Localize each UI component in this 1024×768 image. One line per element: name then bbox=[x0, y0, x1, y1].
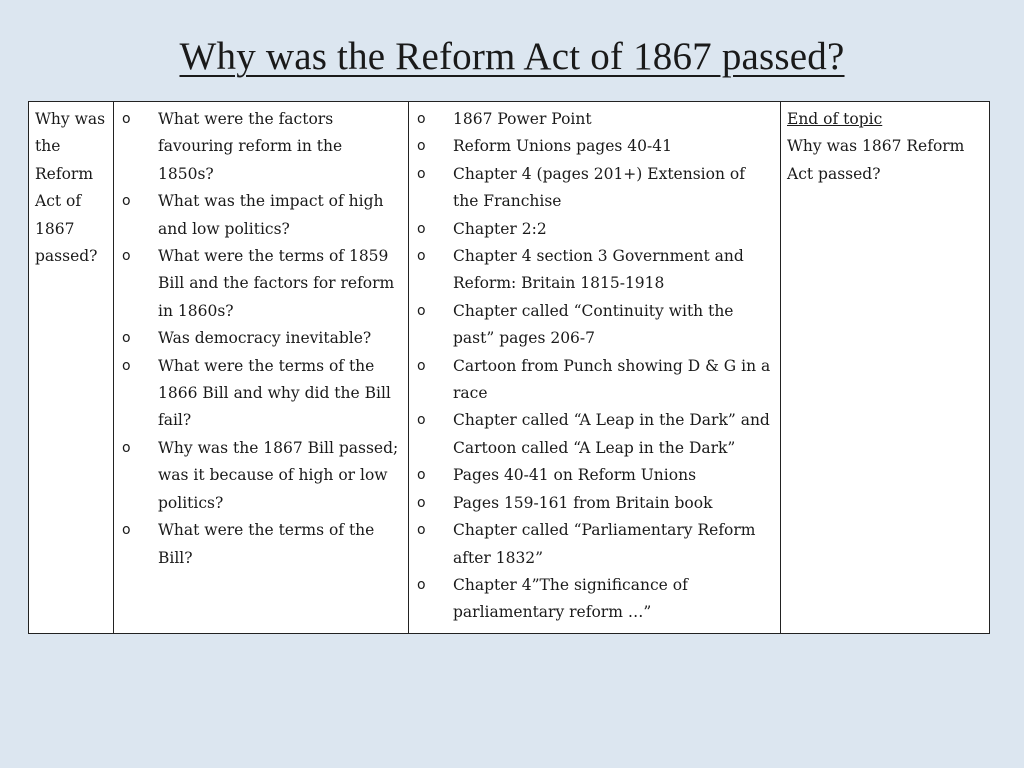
topic-cell bbox=[29, 102, 114, 634]
bullet-icon: o bbox=[122, 248, 131, 265]
resource-item bbox=[415, 572, 774, 627]
resource-item bbox=[415, 353, 774, 408]
resource-item bbox=[415, 490, 774, 517]
bullet-icon: o bbox=[417, 412, 426, 429]
question-item-text: What were the terms of the Bill? bbox=[158, 521, 375, 567]
bullet-icon: o bbox=[122, 357, 131, 374]
resource-item-text: 1867 Power Point bbox=[453, 110, 592, 128]
bullet-icon: o bbox=[122, 330, 131, 347]
resource-item-text: Chapter called “Parliamentary Reform after 1832” bbox=[453, 521, 756, 567]
question-item bbox=[120, 353, 402, 435]
resource-item-text: Chapter 4 (pages 201+) Extension of the Franchise bbox=[453, 164, 745, 211]
bullet-icon: o bbox=[417, 165, 426, 182]
slide-title: Why was the Reform Act of 1867 passed? bbox=[179, 35, 845, 78]
bullet-icon: o bbox=[122, 111, 131, 127]
resource-item-text: Chapter 4 section 3 Government and Reform: Britain 1815-1918 bbox=[453, 247, 744, 293]
resource-item-text: Cartoon from Punch showing D & G in a race bbox=[453, 356, 771, 403]
resource-item-text: Chapter called “Continuity with the past” pages 206-7 bbox=[453, 301, 734, 348]
questions-list bbox=[120, 106, 402, 572]
question-item bbox=[120, 517, 402, 572]
resource-item bbox=[415, 407, 774, 462]
bullet-icon: o bbox=[417, 302, 426, 319]
question-item-text: What were the terms of the 1866 Bill and why did the Bill fail? bbox=[158, 356, 391, 430]
bullet-icon: o bbox=[417, 522, 426, 539]
question-item bbox=[120, 435, 402, 517]
question-item bbox=[120, 243, 402, 325]
resources-list bbox=[415, 106, 774, 627]
question-item bbox=[120, 106, 402, 188]
resource-item bbox=[415, 216, 774, 243]
bullet-icon: o bbox=[122, 522, 131, 539]
bullet-icon: o bbox=[417, 248, 426, 265]
resource-item bbox=[415, 517, 774, 572]
resource-item bbox=[415, 298, 774, 353]
end-of-topic-cell bbox=[781, 102, 990, 634]
resource-item-text: Chapter 2:2 bbox=[453, 219, 547, 238]
bullet-icon: o bbox=[417, 357, 426, 374]
question-item-text: What were the factors favouring reform in the 1850s? bbox=[158, 110, 343, 183]
end-of-topic-text: Why was 1867 Reform Act passed? bbox=[787, 137, 965, 183]
bullet-icon: o bbox=[122, 439, 131, 456]
resource-item bbox=[415, 243, 774, 298]
topic-table bbox=[28, 101, 990, 634]
resource-item bbox=[415, 462, 774, 489]
resource-item bbox=[415, 161, 774, 216]
topic-text: Why was the Reform Act of 1867 passed? bbox=[35, 110, 106, 266]
resource-item bbox=[415, 106, 774, 133]
question-item bbox=[120, 188, 402, 243]
resource-item-text: Reform Unions pages 40-41 bbox=[453, 137, 672, 156]
question-item-text: Was democracy inevitable? bbox=[158, 329, 372, 348]
resource-item-text: Chapter called “A Leap in the Dark” and Cartoon called “A Leap in the Dark” bbox=[453, 411, 770, 457]
bullet-icon: o bbox=[417, 138, 426, 155]
bullet-icon: o bbox=[417, 467, 426, 484]
bullet-icon: o bbox=[417, 220, 426, 237]
resource-item-text: Pages 159-161 from Britain book bbox=[453, 493, 713, 512]
question-item bbox=[120, 325, 402, 352]
question-item-text: Why was the 1867 Bill passed; was it because of high or low politics? bbox=[158, 438, 399, 512]
end-of-topic-label: End of topic bbox=[787, 110, 883, 128]
resource-item-text: Pages 40-41 on Reform Unions bbox=[453, 466, 697, 485]
resource-item bbox=[415, 133, 774, 160]
questions-cell bbox=[114, 102, 409, 634]
question-item-text: What were the terms of 1859 Bill and the factors for reform in 1860s? bbox=[158, 247, 395, 320]
table-row bbox=[29, 102, 990, 634]
resources-cell bbox=[409, 102, 781, 634]
bullet-icon: o bbox=[417, 111, 426, 127]
question-item-text: What was the impact of high and low politics? bbox=[158, 192, 384, 238]
bullet-icon: o bbox=[417, 494, 426, 511]
bullet-icon: o bbox=[122, 193, 131, 210]
resource-item-text: Chapter 4”The significance of parliamentary reform …” bbox=[453, 575, 688, 622]
bullet-icon: o bbox=[417, 576, 426, 593]
